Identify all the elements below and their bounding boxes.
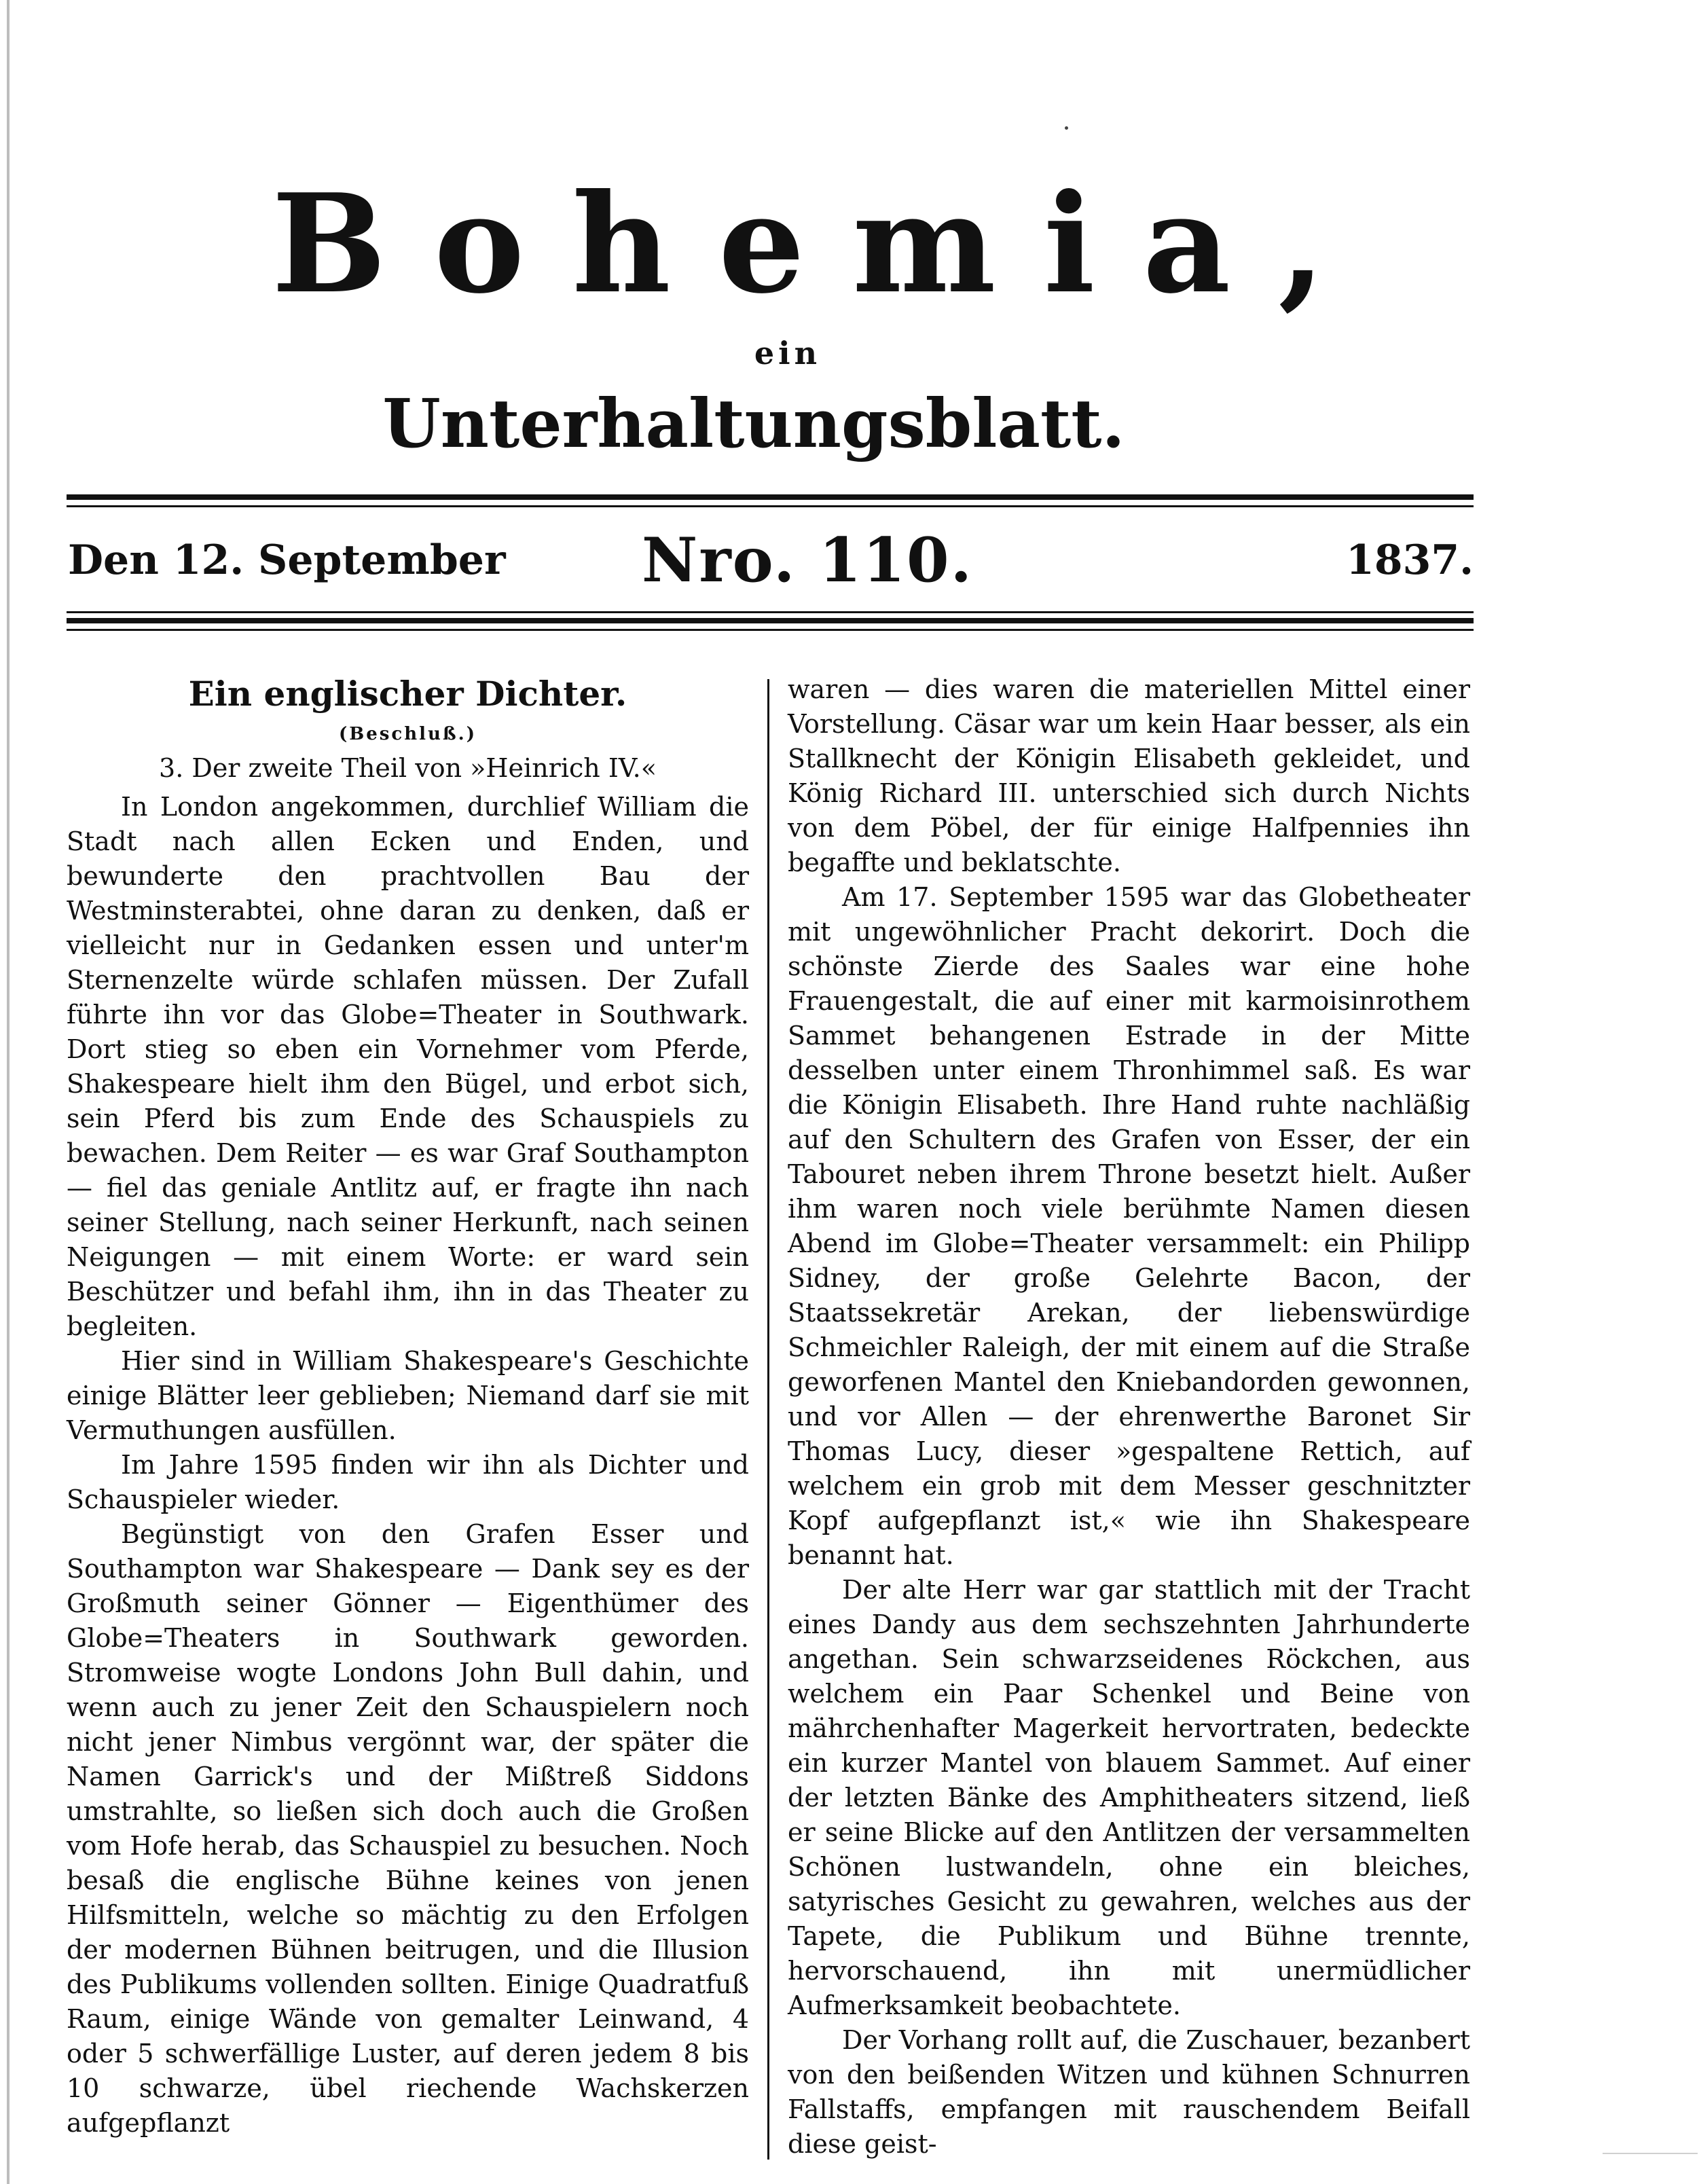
- masthead-title: Bohemia,: [272, 164, 1373, 324]
- right-column: [788, 672, 1470, 2162]
- scan-scratch: [1603, 2153, 1698, 2154]
- masthead-subtitle: Unterhaltungsblatt.: [382, 385, 1125, 463]
- paragraph: Begünstigt von den Grafen Esser und Southampton war Shakespeare — Dank sey es der Großmuth seiner Gönner — Eigenthümer des Globe=Theaters in Southwark geworden. Stromweise wogte Londons John Bull dahin, und wenn auch zu jener Zeit den Schauspielern noch nicht jener Nimbus vergönnt war, der später die Namen Garrick's und der Mißtreß Siddons umstrahlte, so ließen sich doch auch die Großen vom Hofe herab, das Schauspiel zu besuchen. Noch besaß die englische Bühne keines von jenen Hilfsmitteln, welche so mächtig zu den Erfolgen der modernen Bühnen beitrugen, und die Illusion des Publikums vollenden sollten. Einige Quadratfuß Raum, einige Wände von gemalter Leinwand, 4 oder 5 schwerfällige Luster, auf deren jedem 8 bis 10 schwarze, übel riechende Wachskerzen aufgepflanzt: [67, 1519, 749, 2138]
- issue-number: Nro. 110.: [642, 524, 973, 596]
- article-title: Ein englischer Dichter.: [188, 674, 627, 714]
- paragraph: Hier sind in William Shakespeare's Geschichte einige Blätter leer geblieben; Niemand darf sie mit Vermuthungen ausfüllen.: [67, 1346, 749, 1445]
- top-rule-thick: [67, 494, 1474, 500]
- article-note: (Beschluß.): [338, 724, 477, 744]
- ink-speck: [1065, 126, 1068, 130]
- column-divider: [767, 679, 769, 2160]
- left-column: [67, 672, 749, 2141]
- paragraph: Im Jahre 1595 finden wir ihn als Dichter und Schauspieler wieder.: [67, 1450, 749, 1514]
- paragraph: Der Vorhang rollt auf, die Zuschauer, bezanbert von den beißenden Witzen und kühnen Schnurren Fallstaffs, empfangen mit rauschendem Beifall diese geist-: [788, 2025, 1470, 2159]
- issue-year: 1837.: [1346, 536, 1474, 584]
- paragraph: In London angekommen, durchlief William die Stadt nach allen Ecken und Enden, und bewunderte den prachtvollen Bau der Westminsterabtei, ohne daran zu denken, daß er vielleicht nur in Gedanken essen und unter'm Sternenzelte würde schlafen müssen. Der Zufall führte ihn vor das Globe=Theater in Southwark. Dort stieg so eben ein Vornehmer vom Pferde, Shakespeare hielt ihm den Bügel, und erbot sich, sein Pferd bis zum Ende des Schauspiels zu bewachen. Dem Reiter — es war Graf Southampton — fiel das geniale Antlitz auf, er fragte ihn nach seiner Stellung, nach seiner Herkunft, nach seinen Neigungen — mit einem Worte: er ward sein Beschützer und befahl ihm, ihn in das Theater zu begleiten.: [67, 792, 749, 1341]
- bottom-rule-thin-2: [67, 629, 1474, 631]
- bottom-rule-thick: [67, 618, 1474, 623]
- paragraph-continuation: waren — dies waren die materiellen Mittel einer Vorstellung. Cäsar war um kein Haar besser, als ein Stallknecht der Königin Elisabeth gekleidet, und König Richard III. unterschied sich durch Nichts von dem Pöbel, der für einige Halfpennies ihn begaffte und beklatschte.: [788, 674, 1470, 877]
- scan-left-edge: [7, 0, 10, 2184]
- masthead-ein: ein: [754, 335, 822, 371]
- issue-date: Den 12. September: [68, 536, 506, 584]
- bottom-rule-thin-1: [67, 611, 1474, 613]
- paragraph: Der alte Herr war gar stattlich mit der Tracht eines Dandy aus dem sechszehnten Jahrhunderte angethan. Sein schwarzseidenes Röckchen, aus welchem ein Paar Schenkel und Beine von mährchenhafter Magerkeit hervortraten, bedeckte ein kurzer Mantel von blauem Sammet. Auf einer der letzten Bänke des Amphitheaters sitzend, ließ er seine Blicke auf den Antlitzen der versammelten Schönen lustwandeln, ohne ein bleiches, satyrisches Gesicht zu gewahren, welches aus der Tapete, die Publikum und Bühne trennte, hervorschauend, ihn mit unermüdlicher Aufmerksamkeit beobachtete.: [788, 1575, 1470, 2020]
- paragraph: Am 17. September 1595 war das Globetheater mit ungewöhnlicher Pracht dekorirt. Doch die schönste Zierde des Saales war eine hohe Frauengestalt, die auf einer mit karmoisinrothem Sammet behangenen Estrade in der Mitte desselben unter einem Thronhimmel saß. Es war die Königin Elisabeth. Ihre Hand ruhte nachläßig auf den Schultern des Grafen von Esser, der ein Tabouret neben ihrem Throne besetzt hielt. Außer ihm waren noch viele berühmte Namen diesen Abend im Globe=Theater versammelt: ein Philipp Sidney, der große Gelehrte Bacon, der Staatssekretär Arekan, der liebenswürdige Schmeichler Raleigh, der mit einem auf die Straße geworfenen Mantel den Kniebandorden gewonnen, und vor Allen — der ehrenwerthe Baronet Sir Thomas Lucy, dieser »gespaltene Rettich, auf welchem ein grob mit dem Messer geschnitzter Kopf aufgepflanzt ist,« wie ihn Shakespeare benannt hat.: [788, 882, 1470, 1570]
- top-rule-thin: [67, 505, 1474, 507]
- section-heading: 3. Der zweite Theil von »Heinrich IV.«: [159, 753, 657, 783]
